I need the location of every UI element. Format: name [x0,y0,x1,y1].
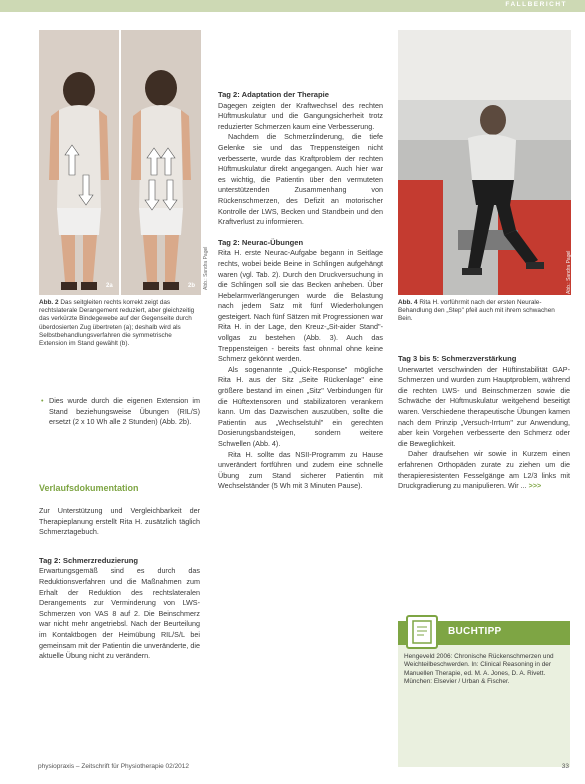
caption-label: Abb. 2 [39,299,59,306]
column-2 [218,90,383,492]
paragraph-tag3-2: Daher draufsehen wir sowie in Kurzem einen erfahrenen Orthopäden zurate zu ziehen um die therapieresistenten Fesselgänge am L2/3 links mit Druckgradierung zu manipulieren. Wir ... >>> [398,449,570,491]
column-1 [39,396,200,428]
caption-text-2: Rita H. vorführmit nach der ersten Neurale-Behandlung den „Step" pfeil auch mit ihrem schwachen Bein. [398,299,555,323]
column-1-lower [39,482,200,662]
book-icon [406,615,438,649]
heading-tag2-schmerz: Tag 2: Schmerzreduzierung [39,555,139,565]
paragraph-tag2: Erwartungsgemäß sind es durch das Reduktionsverfahren und die Maßnahmen zum Erhalt der Reduktion des rechtslateralen Derangements zur Verminderung von LWS-Schmerzen von VAS 8 auf 2. Die Beinschmerz war nicht mehr angetriebsl. Nach der Beurteilung im Kontaktbogen der Heimübung RIL/S/L bei gemeinsam mit der Patientin die unveränderte, die aktuelle Übung nicht zu verändern. [39,566,200,661]
figure-2-photo [39,30,201,295]
heading-verlaufsdokumentation: Verlaufsdokumentation [39,483,139,493]
figure-2b-label: 2b [188,283,196,289]
paragraph-neurac-1: Rita H. erste Neurac-Aufgabe begann in Seitlage rechts, wobei beide Beine in Schlingen aufgehängt waren (vgl. Tab. 2). Durch den Druckversuchung in die Schlingen soll sie das Becken anheben. Über Hebelarmverlängerungen wurde die Belastung nach jedem Satz mit fünf Wiederholungen gesteigert. Nach fünf Sätzen mit Progressionen war Rita H. in der Lage, den Kreuz-„Sit-aider Stand"-vollgas zu bestehen (Abb. 3). Auch das Treppensteigen - bereits fast ohnmal ohne keine Schmerz gekönnt werden. [218,248,383,364]
figure-2-illustration [39,30,201,295]
photo-credit: Abb.: Sandra Pagel [203,246,209,290]
book-tip-title: BUCHTIPP [448,626,502,637]
heading-tag2-adaptation: Tag 2: Adaptation der Therapie [218,90,329,99]
photo-credit-2: Abb.: Sandra Pagel [566,250,572,294]
heading-tag2-neurac: Tag 2: Neurac-Übungen [218,237,304,247]
header-bar [0,0,585,12]
figure-4-caption [398,299,570,324]
paragraph-adaptation-1: Dagegen zeigten der Kraftwechsel des rechten Hüftmuskulatur und die Gangungsicherheit trotz reduzierter Schmerzen kaum eine Verbesserung. [218,100,383,131]
figure-4-photo [398,30,571,295]
footer-text: physiopraxis – Zeitschrift für Physiotherapie 02/2012 [38,763,190,770]
continue-arrows: >>> [528,481,542,491]
section-label: FALLBERICHT [505,1,567,8]
book-tip-box [398,621,570,767]
paragraph-tag3-1: Unerwartet verschwinden der Hüftinstabilität GAP-Schmerzen und wurden zum Hauptproblem, während die rechten LWS- und Beinschmerzen sowie die Schwäche der Hüftmuskulatur weitgehend beseitigt waren. Verschiedene therapeutische Übungen kamen nach dem Prinzip „Versuch-Irrtum" zur Anwendung, aber kein Vorgehen verbesserte den Schmerz oder die Beweglichkeit. [398,364,570,448]
bullet-item: • Dies wurde durch die eigenen Extension im Stand beziehungsweise Übungen (RIL/S) ersetzt (2 x 10 Wh alle 2 Stunden) (Abb. 2b). [39,396,200,428]
caption-label-2: Abb. 4 [398,299,418,306]
paragraph-neurac-3: Rita H. sollte das NSII-Programm zu Hause unverändert fortführen und zudem eine schnelle Übung zum Stand sicherer Patientin mit Wechselständer (5 Wh mit 3 Minuten Pause). [218,449,383,491]
heading-tag3: Tag 3 bis 5: Schmerzverstärkung [398,354,517,363]
page-number: 33 [561,763,569,770]
figure-2a-label: 2a [106,283,113,289]
paragraph-neurac-2: Als sogenannte „Quick-Response" mögliche Rita H. aus der Sitz „Seite Rückenlage" eine größere bestand im einen „Sitz" Verbindungen für die Hüftextensoren und stabilizatoren verankern kann. Um das Dazwischen auszuüben, sollte die Patientin aus „Wechselstuhl" ein gerechten Dosierungsbandsteigen, sondern weitere Schwellen (Abb. 4). [218,364,383,448]
paragraph-adaptation-2: Nachdem die Schmerzlinderung, die tiefe Gelenke sie und das Treppensteigen nicht verbesserte, wurde das Kraftproblem der rechten Hüftmuskulatur direkt angegangen. Auch hier war es wichtig, die Patientin über den vermuteten unterstützenden Zusammenhang von Rückenschmerzen, des Defizit an motorischer Kontrolle der LWS, Becken und Standbein und den Kraftverlust zu informieren. [218,132,383,227]
caption-text: Das seitgleiten rechts korrekt zeigt das rechtslaterale Derangement reduziert, aber gleichzeitig das verkürzte Bindegewebe auf der Gegenseite durch überdosierten Zug übertreten (a); deshalb wird als Selbstbehandlungsverfahren die symmetrische Extension im Stand gewählt (b). [39,299,195,348]
paragraph-verlauf: Zur Unterstützung und Vergleichbarkeit der Therapieplanung erstellt Rita H. zusätzlich täglich Schmerztagebuch. [39,506,200,537]
figure-2-caption [39,299,199,348]
book-tip-text: Hengeveld 2006: Chronische Rückenschmerzen und Weichteilbeschwerden. In: Clinical Reasoning in der Manuellen Therapie, ed. M. A. Jones, D. A. Rivett. München: Elsevier / Urban & Fischer. [404,653,554,686]
column-3 [398,354,570,492]
figure-4-illustration [398,30,571,295]
